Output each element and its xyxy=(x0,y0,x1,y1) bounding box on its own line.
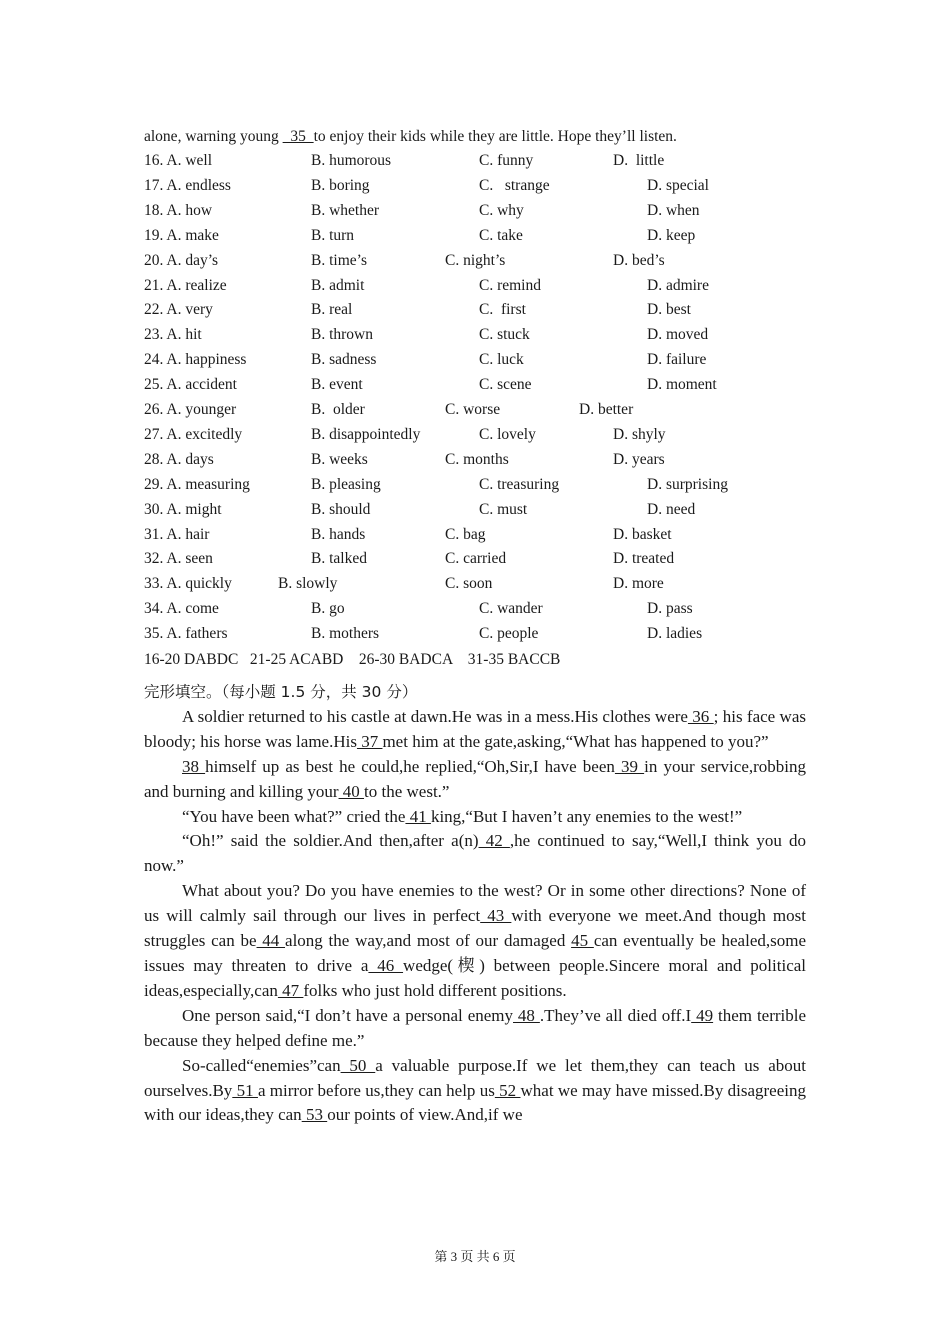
option-row xyxy=(0,523,950,547)
option-row xyxy=(0,547,950,571)
blank-35: 35 xyxy=(282,128,314,145)
option-row xyxy=(0,348,950,372)
option-c: C. worse xyxy=(445,401,501,418)
option-d: D. admire xyxy=(647,276,709,294)
option-c: C. night’s xyxy=(445,251,506,269)
option-row xyxy=(0,498,950,522)
option-row xyxy=(0,174,950,198)
option-c: C. lovely xyxy=(479,425,536,443)
blank-45: 45 xyxy=(571,931,594,951)
option-d: D. basket xyxy=(613,525,672,543)
option-c: C. wander xyxy=(479,600,543,618)
option-b: B. pleasing xyxy=(311,475,381,493)
option-d: D. treated xyxy=(613,550,675,568)
option-b: B. real xyxy=(311,301,353,319)
blank-41: 41 xyxy=(405,806,431,826)
paragraph-1: A soldier returned to his castle at dawn.He was in a mess.His clothes were 36 ; his face was bloody; his horse was lame.His 37 met him at the gate,asking,“What has happened to you?” xyxy=(144,706,806,751)
option-row xyxy=(0,572,950,596)
option-a: 16. A. well xyxy=(144,152,213,169)
option-a: 28. A. days xyxy=(144,450,214,468)
option-d: D. need xyxy=(647,500,696,518)
option-c: C. remind xyxy=(479,276,541,294)
option-d: D. bed’s xyxy=(613,251,665,269)
option-b: B. event xyxy=(311,376,363,394)
paragraph-5: What about you? Do you have enemies to the west? Or in some other directions? None of us will calmly sail through our lives in perfect 43 with everyone we meet.And though most struggles can be 44 along the way,and most of our damaged 45 can eventually be healed,some issues may threaten to drive a 46 wedge(楔) between people.Sincere moral and political ideas,especially,can 47 folks who just hold different positions. xyxy=(144,881,807,1000)
blank-36: 36 xyxy=(687,706,714,726)
blank-44: 44 xyxy=(256,931,286,951)
option-a: 19. A. make xyxy=(144,226,219,244)
option-b: B. whether xyxy=(311,201,380,219)
option-c: C. first xyxy=(479,301,526,319)
option-c: C. stuck xyxy=(479,326,530,344)
option-row xyxy=(0,373,950,397)
option-c: C. carried xyxy=(445,550,507,568)
option-d: D. years xyxy=(613,450,665,468)
option-row xyxy=(0,448,950,472)
option-b: B. weeks xyxy=(311,450,368,468)
cloze-passage xyxy=(144,680,806,1128)
option-b: B. older xyxy=(311,401,365,418)
option-row xyxy=(0,149,950,173)
page-footer: 第 3 页 共 6 页 xyxy=(434,1249,516,1264)
option-a: 31. A. hair xyxy=(144,525,210,543)
option-d: D. ladies xyxy=(647,625,703,643)
option-a: 34. A. come xyxy=(144,600,219,618)
option-a: 25. A. accident xyxy=(144,376,237,394)
option-b: B. sadness xyxy=(311,351,377,369)
option-d: D. best xyxy=(647,301,691,319)
option-a: 27. A. excitedly xyxy=(144,425,243,443)
blank-47: 47 xyxy=(277,980,304,1000)
option-d: D. pass xyxy=(647,600,693,618)
option-b: B. boring xyxy=(311,176,370,194)
option-c: C. people xyxy=(479,625,539,643)
option-c: C. luck xyxy=(479,351,524,369)
option-b: B. turn xyxy=(311,226,355,244)
option-row xyxy=(0,622,950,646)
option-row xyxy=(0,249,950,273)
option-b: B. time’s xyxy=(311,251,367,269)
option-d: D. moment xyxy=(647,376,717,394)
blank-52: 52 xyxy=(494,1080,521,1100)
option-d: D. moved xyxy=(647,326,709,344)
option-a: 24. A. happiness xyxy=(144,351,247,369)
option-row xyxy=(0,597,950,621)
blank-38: 38 xyxy=(182,756,206,776)
option-b: B. disappointedly xyxy=(311,425,421,443)
option-d: D. keep xyxy=(647,226,696,244)
option-row xyxy=(0,323,950,347)
option-row xyxy=(0,224,950,248)
option-c: C. treasuring xyxy=(479,475,560,493)
option-b: B. admit xyxy=(311,276,365,294)
option-c: C. months xyxy=(445,450,509,468)
option-c: C. must xyxy=(479,500,528,518)
blank-53: 53 xyxy=(301,1105,328,1125)
line-text: to enjoy their kids while they are little. Hope they’ll listen. xyxy=(313,128,677,145)
blank-42: 42 xyxy=(478,831,510,851)
option-d: D. special xyxy=(647,176,709,194)
option-c: C. strange xyxy=(479,176,550,194)
answer-key: 16-20 DABDC 21-25 ACABD 26-30 BADCA 31-35 BACCB xyxy=(144,651,561,668)
option-a: 35. A. fathers xyxy=(144,625,228,643)
option-d: D. little xyxy=(613,152,665,169)
option-row xyxy=(0,473,950,497)
option-a: 26. A. younger xyxy=(144,401,237,418)
option-d: D. when xyxy=(647,201,700,219)
option-a: 33. A. quickly xyxy=(144,575,232,593)
option-b: B. humorous xyxy=(311,152,392,169)
blank-40: 40 xyxy=(338,781,365,801)
option-a: 32. A. seen xyxy=(144,550,213,568)
option-a: 20. A. day’s xyxy=(144,251,219,269)
option-d: D. more xyxy=(613,575,664,593)
paragraph-6: One person said,“I don’t have a personal enemy 48 .They’ve all died off.I 49 them terrible because they helped define me.” xyxy=(144,1005,807,1050)
option-a: 21. A. realize xyxy=(144,276,227,294)
blank-46: 46 xyxy=(368,955,404,975)
blank-43: 43 xyxy=(480,906,512,926)
option-c: C. scene xyxy=(479,376,532,394)
line-text: alone, warning young xyxy=(144,128,283,145)
option-b: B. thrown xyxy=(311,326,373,344)
option-b: B. go xyxy=(311,600,345,618)
paragraph-7: So-called“enemies”can 50 a valuable purpose.If we let them,they can teach us about ourselves.By 51 a mirror before us,they can help us 52 what we may have missed.By disagreeing with our ideas,they can 53 our points of view.And,if we xyxy=(144,1055,807,1125)
option-c: C. take xyxy=(479,226,523,244)
paragraph-2: 38 himself up as best he could,he replied,“Oh,Sir,I have been 39 in your service,robbing and burning and killing your 40 to the west.” xyxy=(144,756,806,801)
option-a: 22. A. very xyxy=(144,301,213,319)
option-b: B. should xyxy=(311,500,371,518)
option-d: D. failure xyxy=(647,351,707,369)
blank-39: 39 xyxy=(614,756,645,776)
option-row xyxy=(0,298,950,322)
option-row xyxy=(0,398,950,422)
option-a: 23. A. hit xyxy=(144,326,202,344)
option-a: 30. A. might xyxy=(144,500,222,518)
blank-50: 50 xyxy=(340,1055,376,1075)
option-c: C. soon xyxy=(445,575,493,593)
option-b: B. hands xyxy=(311,525,366,543)
continued-line xyxy=(144,127,677,147)
option-d: D. better xyxy=(579,401,634,418)
option-b: B. mothers xyxy=(311,625,380,643)
option-c: C. bag xyxy=(445,525,486,543)
option-d: D. shyly xyxy=(613,425,666,443)
option-c: C. funny xyxy=(479,152,534,169)
option-b: B. slowly xyxy=(278,575,338,593)
option-a: 18. A. how xyxy=(144,201,213,219)
paragraph-4: “Oh!” said the soldier.And then,after a(n) 42 ,he continued to say,“Well,I think you do now.” xyxy=(144,831,807,876)
option-a: 29. A. measuring xyxy=(144,475,250,493)
paragraph-3: “You have been what?” cried the 41 king,“But I haven’t any enemies to the west!” xyxy=(182,806,743,826)
option-d: D. surprising xyxy=(647,475,728,493)
option-row xyxy=(0,423,950,447)
option-row xyxy=(0,274,950,298)
section-heading: 完形填空。（每小题 1.5 分，共 30 分） xyxy=(144,683,418,701)
option-c: C. why xyxy=(479,201,524,219)
option-row xyxy=(0,199,950,223)
option-a: 17. A. endless xyxy=(144,176,231,194)
blank-51: 51 xyxy=(232,1080,258,1100)
option-b: B. talked xyxy=(311,550,367,568)
blank-37: 37 xyxy=(356,731,383,751)
blank-48: 48 xyxy=(513,1005,540,1025)
blank-49: 49 xyxy=(691,1005,714,1025)
